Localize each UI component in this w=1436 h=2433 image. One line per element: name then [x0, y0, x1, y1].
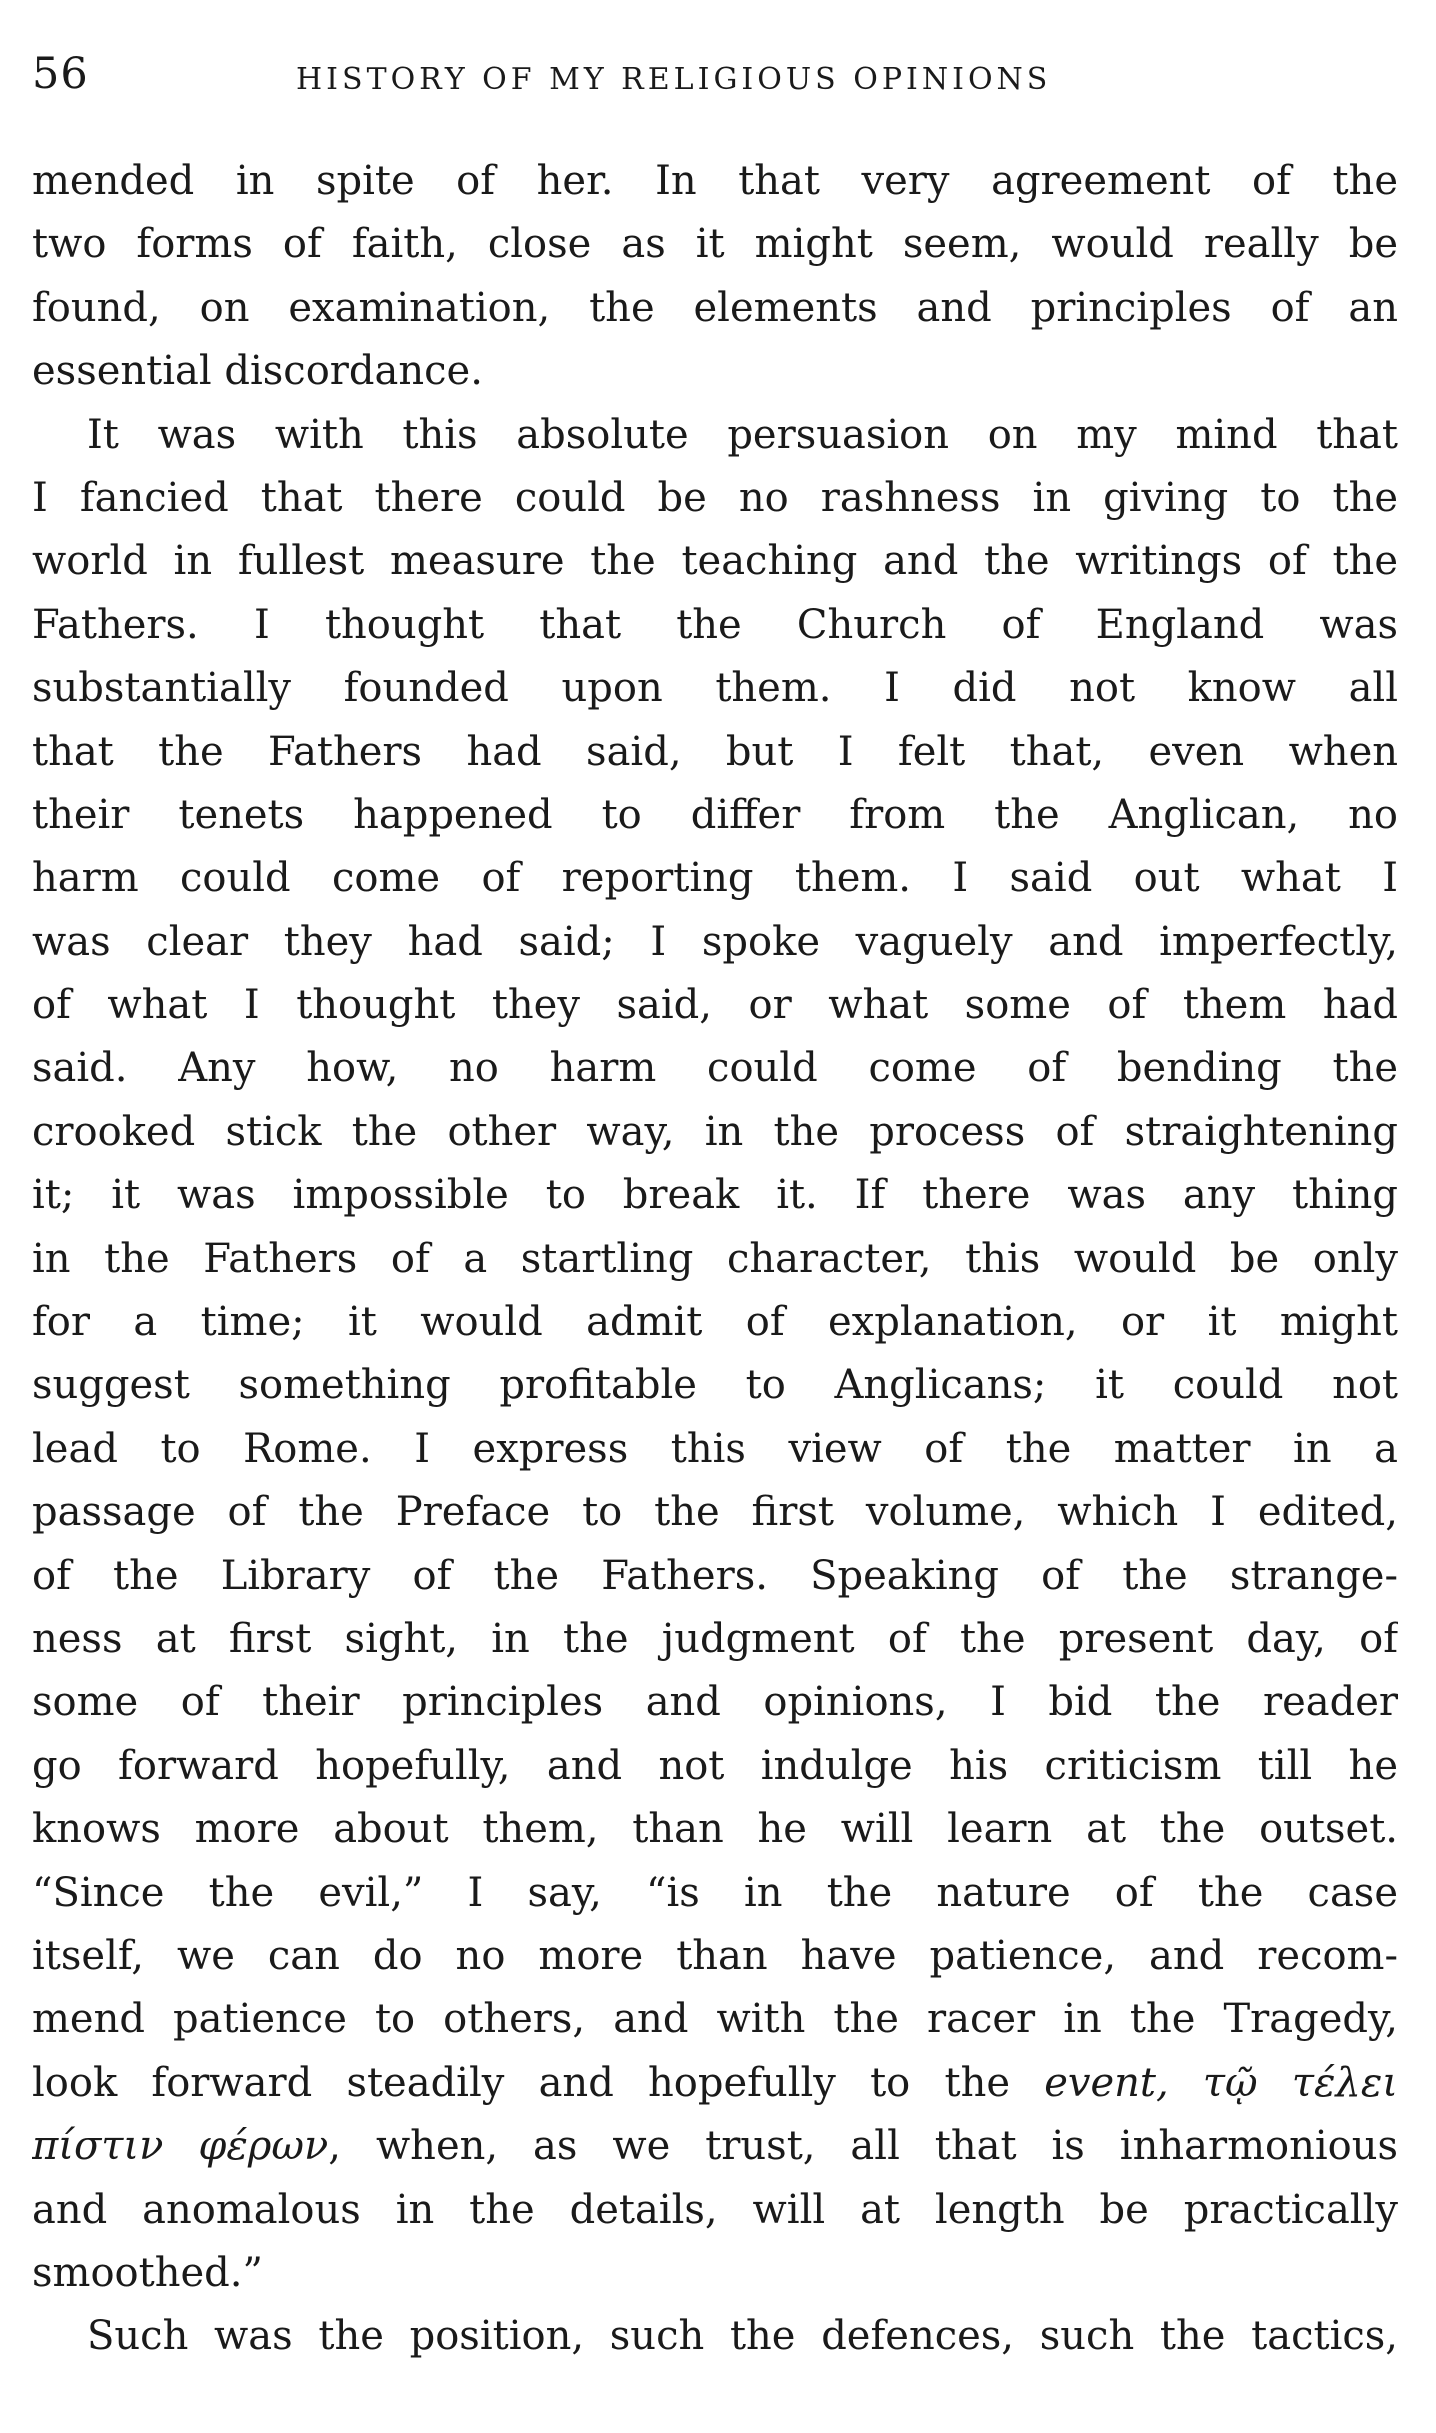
- text-line: Fathers. I thought that the Church of England was: [32, 601, 1398, 648]
- text-line: knows more about them, than he will learn at the outset.: [32, 1806, 1398, 1853]
- text-line: substantially founded upon them. I did not know all: [32, 665, 1398, 712]
- text-line: mend patience to others, and with the racer in the Tragedy,: [32, 1996, 1398, 2043]
- running-head: HISTORY OF MY RELIGIOUS OPINIONS: [296, 62, 1052, 97]
- text-line: mended in spite of her. In that very agreement of the: [32, 158, 1398, 204]
- text-line: it; it was impossible to break it. If there was any thing: [32, 1172, 1398, 1219]
- text-line: Such was the position, such the defences, such the tactics,: [87, 2313, 1398, 2360]
- text-line: suggest something profitable to Anglicans; it could not: [32, 1362, 1398, 1409]
- text-line: their tenets happened to differ from the Anglican, no: [32, 791, 1398, 838]
- text-line: of what I thought they said, or what some of them had: [32, 982, 1398, 1029]
- page-number: 56: [32, 49, 89, 99]
- text-line: smoothed.”: [32, 2249, 263, 2296]
- text-line: harm could come of reporting them. I said out what I: [32, 855, 1398, 902]
- text-line: passage of the Preface to the first volume, which I edited,: [32, 1489, 1398, 1536]
- text-line: ness at first sight, in the judgment of the present day, of: [32, 1615, 1398, 1662]
- text-line: look forward steadily and hopefully to the event, τῷ τέλει: [32, 2059, 1398, 2106]
- text-line: was clear they had said; I spoke vaguely and imperfectly,: [32, 918, 1398, 965]
- text-line: found, on examination, the elements and principles of an: [32, 284, 1398, 331]
- text-line: in the Fathers of a startling character, this would be only: [32, 1235, 1398, 1282]
- page-header: [32, 44, 1398, 104]
- text-line: essential discordance.: [32, 348, 483, 395]
- text-line: and anomalous in the details, will at length be practically: [32, 2186, 1398, 2233]
- text-line: crooked stick the other way, in the process of straightening: [32, 1108, 1398, 1155]
- text-line: some of their principles and opinions, I bid the reader: [32, 1679, 1398, 1726]
- text-line: πίστιν φέρων, when, as we trust, all that is inharmonious: [32, 2123, 1398, 2170]
- text-line: go forward hopefully, and not indulge his criticism till he: [32, 1742, 1398, 1789]
- text-line: said. Any how, no harm could come of bending the: [32, 1045, 1398, 1092]
- text-line: “Since the evil,” I say, “is in the nature of the case: [32, 1869, 1398, 1916]
- text-line: itself, we can do no more than have patience, and recom-: [32, 1932, 1398, 1979]
- text-line: two forms of faith, close as it might seem, would really be: [32, 221, 1398, 268]
- text-line: world in fullest measure the teaching and the writings of the: [32, 538, 1398, 585]
- text-line: I fancied that there could be no rashness in giving to the: [32, 474, 1398, 521]
- text-line: lead to Rome. I express this view of the matter in a: [32, 1425, 1398, 1472]
- body-text: [32, 150, 1398, 2369]
- italic-text: event, τῷ τέλει: [1044, 2059, 1398, 2106]
- text-line: that the Fathers had said, but I felt that, even when: [32, 728, 1398, 775]
- italic-text: πίστιν φέρων: [32, 2123, 329, 2170]
- text-line: of the Library of the Fathers. Speaking of the strange-: [32, 1552, 1398, 1599]
- text-line: for a time; it would admit of explanation, or it might: [32, 1299, 1398, 1346]
- text-line: It was with this absolute persuasion on my mind that: [87, 411, 1398, 458]
